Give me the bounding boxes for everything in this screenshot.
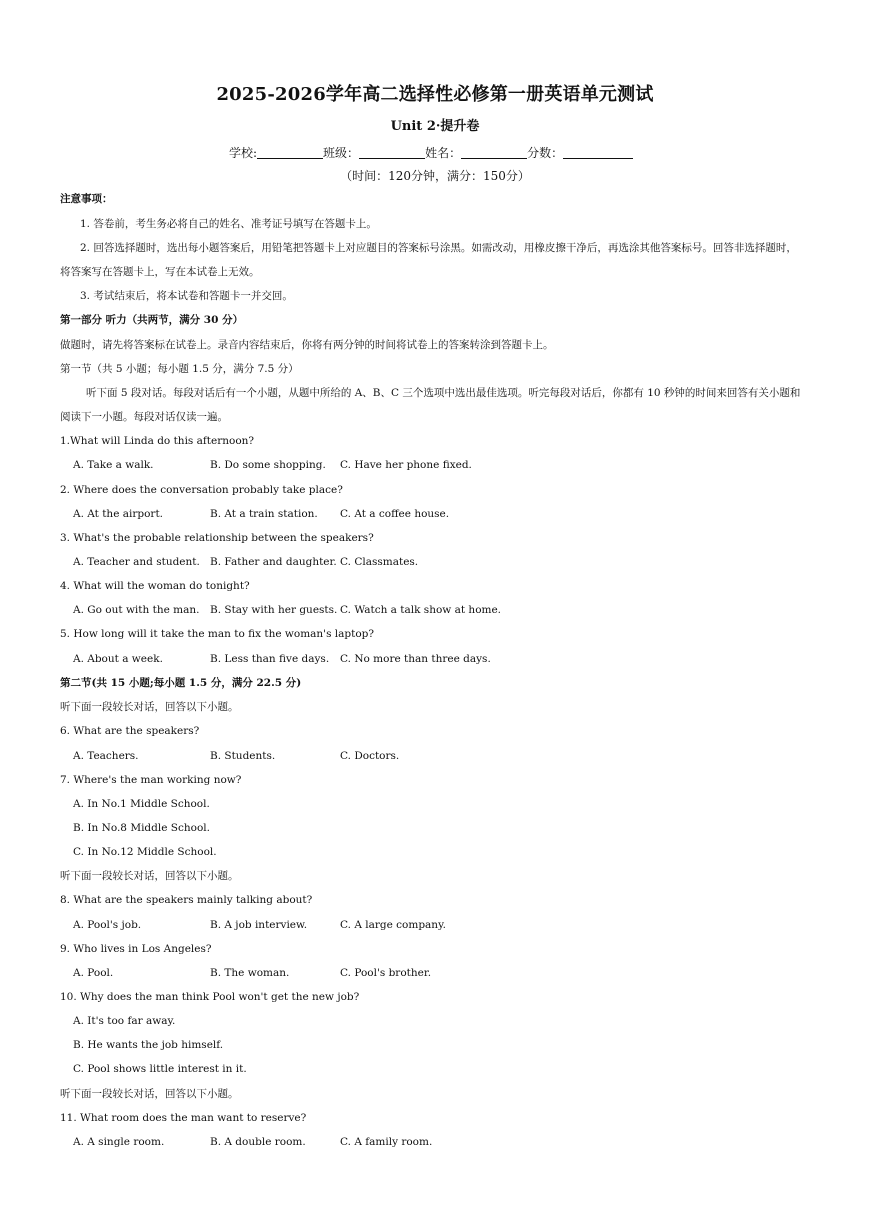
listen-long-instruction-1: 听下面一段较长对话，回答以下小题。	[60, 701, 239, 713]
question-2-option-b[interactable]: B. At a train station.	[210, 508, 318, 520]
question-10-option-c[interactable]: C. Pool shows little interest in it.	[73, 1063, 247, 1075]
listen-long-instruction-2: 听下面一段较长对话，回答以下小题。	[60, 870, 239, 882]
question-11-option-a[interactable]: A. A single room.	[73, 1136, 165, 1148]
part1-heading: 第一部分 听力（共两节，满分 30 分）	[60, 314, 244, 326]
question-5-option-c[interactable]: C. No more than three days.	[340, 653, 491, 665]
note-3: 3. 考试结束后，将本试卷和答题卡一并交回。	[80, 290, 293, 302]
question-11-option-c[interactable]: C. A family room.	[340, 1136, 433, 1148]
question-6-option-a[interactable]: A. Teachers.	[73, 750, 139, 762]
question-3-option-b[interactable]: B. Father and daughter.	[210, 556, 337, 568]
question-9-stem: 9. Who lives in Los Angeles?	[60, 943, 212, 955]
note-1: 1. 答卷前，考生务必将自己的姓名、准考证号填写在答题卡上。	[80, 218, 377, 230]
exam-title: 2025-2026学年高二选择性必修第一册英语单元测试	[216, 84, 654, 105]
question-7-stem: 7. Where's the man working now?	[60, 774, 242, 786]
question-5-option-b[interactable]: B. Less than five days.	[210, 653, 330, 665]
section2-heading: 第二节(共 15 小题;每小题 1.5 分，满分 22.5 分)	[60, 677, 302, 689]
class-blank[interactable]	[359, 145, 425, 159]
listen-long-instruction-3: 听下面一段较长对话，回答以下小题。	[60, 1088, 239, 1100]
note-2-line-1: 2. 回答选择题时，选出每小题答案后，用铅笔把答题卡上对应题目的答案标号涂黑。如需改动，用橡皮擦干净后，再选涂其他答案标号。回答非选择题时，	[80, 242, 797, 254]
school-blank[interactable]	[257, 145, 323, 159]
time-note: （时间：120分钟，满分：150分）	[340, 169, 530, 183]
question-6-stem: 6. What are the speakers?	[60, 725, 200, 737]
question-10-option-b[interactable]: B. He wants the job himself.	[73, 1039, 224, 1051]
question-9-option-a[interactable]: A. Pool.	[73, 967, 114, 979]
note-2-line-2: 将答案写在答题卡上，写在本试卷上无效。	[60, 266, 260, 278]
question-8-option-a[interactable]: A. Pool's job.	[73, 919, 142, 931]
question-7-option-a[interactable]: A. In No.1 Middle School.	[73, 798, 210, 810]
question-1-option-c[interactable]: C. Have her phone fixed.	[340, 459, 472, 471]
question-10-option-a[interactable]: A. It's too far away.	[73, 1015, 176, 1027]
question-4-option-c[interactable]: C. Watch a talk show at home.	[340, 604, 502, 616]
question-5-option-a[interactable]: A. About a week.	[73, 653, 163, 665]
part1-instruction: 做题时，请先将答案标在试卷上。录音内容结束后，你将有两分钟的时间将试卷上的答案转涂到答题卡上。	[60, 339, 554, 351]
question-8-option-c[interactable]: C. A large company.	[340, 919, 446, 931]
section1-intro-line-2: 阅读下一小题。每段对话仅读一遍。	[60, 411, 228, 423]
student-info-line	[229, 144, 633, 161]
name-label: 姓名：	[425, 146, 462, 160]
question-7-option-b[interactable]: B. In No.8 Middle School.	[73, 822, 210, 834]
exam-subtitle: Unit 2·提升卷	[390, 119, 480, 134]
question-3-option-c[interactable]: C. Classmates.	[340, 556, 419, 568]
question-4-option-a[interactable]: A. Go out with the man.	[73, 604, 200, 616]
section1-intro-line-1: 听下面 5 段对话。每段对话后有一个小题，从题中所给的 A、B、C 三个选项中选出最佳选项。听完每段对话后，你都有 10 秒钟的时间来回答有关小题和	[86, 387, 801, 399]
question-6-option-b[interactable]: B. Students.	[210, 750, 276, 762]
question-8-option-b[interactable]: B. A job interview.	[210, 919, 308, 931]
school-label: 学校:	[229, 146, 258, 160]
question-6-option-c[interactable]: C. Doctors.	[340, 750, 400, 762]
question-4-stem: 4. What will the woman do tonight?	[60, 580, 250, 592]
class-label: 班级：	[323, 146, 360, 160]
question-2-stem: 2. Where does the conversation probably take place?	[60, 484, 343, 496]
question-5-stem: 5. How long will it take the man to fix the woman's laptop?	[60, 628, 375, 640]
question-8-stem: 8. What are the speakers mainly talking about?	[60, 894, 313, 906]
question-4-option-b[interactable]: B. Stay with her guests.	[210, 604, 338, 616]
question-3-option-a[interactable]: A. Teacher and student.	[73, 556, 200, 568]
section1-heading: 第一节（共 5 小题；每小题 1.5 分，满分 7.5 分）	[60, 363, 299, 375]
question-2-option-c[interactable]: C. At a coffee house.	[340, 508, 450, 520]
question-9-option-c[interactable]: C. Pool's brother.	[340, 967, 432, 979]
notes-heading: 注意事项：	[60, 193, 113, 205]
question-10-stem: 10. Why does the man think Pool won't get the new job?	[60, 991, 360, 1003]
question-9-option-b[interactable]: B. The woman.	[210, 967, 290, 979]
score-label: 分数：	[527, 146, 564, 160]
score-blank[interactable]	[563, 145, 633, 159]
question-3-stem: 3. What's the probable relationship between the speakers?	[60, 532, 374, 544]
question-2-option-a[interactable]: A. At the airport.	[73, 508, 164, 520]
question-1-option-b[interactable]: B. Do some shopping.	[210, 459, 326, 471]
question-11-option-b[interactable]: B. A double room.	[210, 1136, 306, 1148]
name-blank[interactable]	[461, 145, 527, 159]
question-1-option-a[interactable]: A. Take a walk.	[73, 459, 154, 471]
question-11-stem: 11. What room does the man want to reserve?	[60, 1112, 307, 1124]
question-7-option-c[interactable]: C. In No.12 Middle School.	[73, 846, 217, 858]
question-1-stem: 1.What will Linda do this afternoon?	[60, 435, 255, 447]
